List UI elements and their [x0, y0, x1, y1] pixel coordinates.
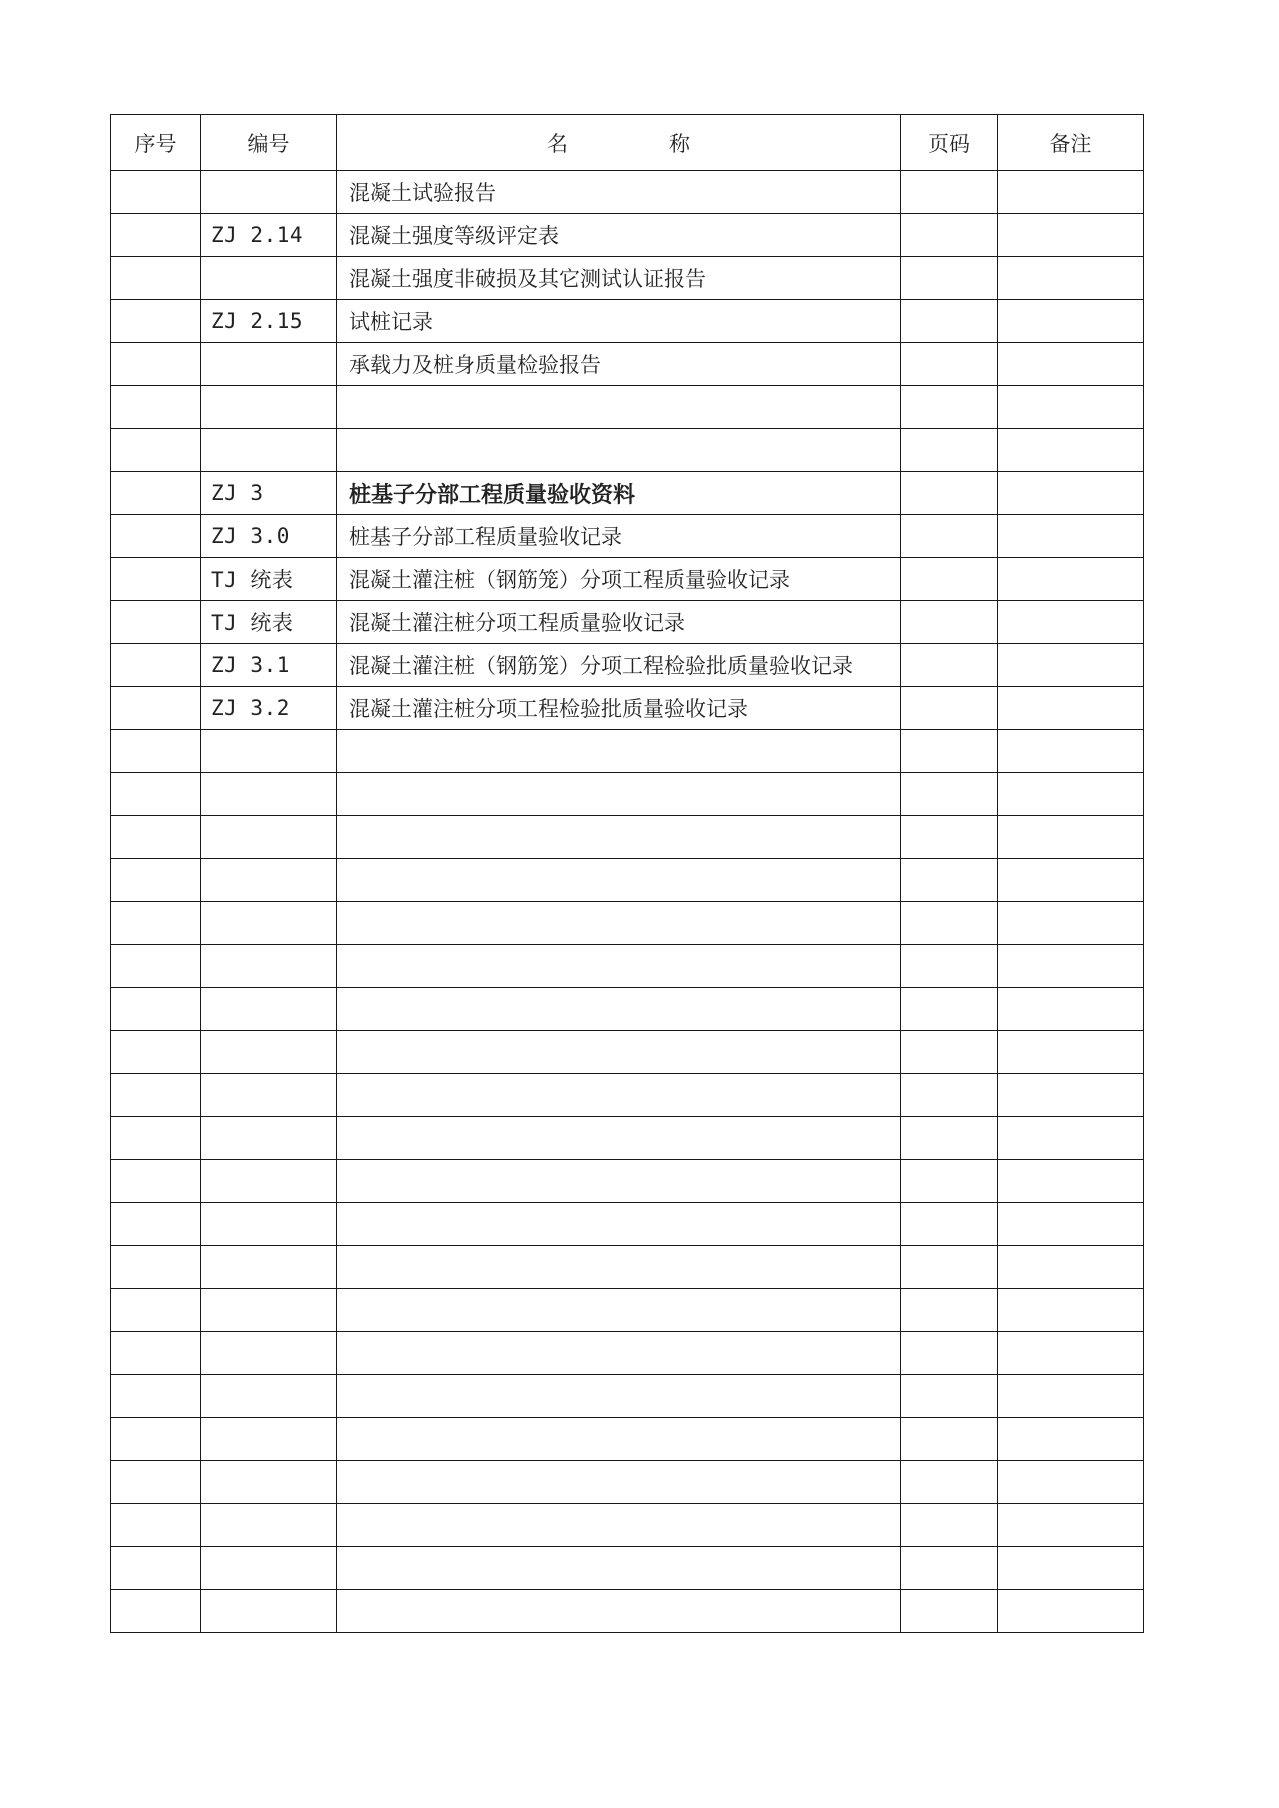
code-cell: ZJ 3.0 [201, 515, 337, 558]
page-cell [901, 730, 998, 773]
note-cell [998, 515, 1144, 558]
note-cell [998, 1547, 1144, 1590]
table-row [111, 300, 1144, 343]
note-cell [998, 859, 1144, 902]
page-cell [901, 773, 998, 816]
code-cell [201, 171, 337, 214]
table-row [111, 1418, 1144, 1461]
name-cell [337, 945, 901, 988]
seq-cell [111, 687, 201, 730]
code-cell [201, 1160, 337, 1203]
note-cell [998, 1289, 1144, 1332]
code-cell [201, 1590, 337, 1633]
seq-cell [111, 1547, 201, 1590]
name-cell [337, 988, 901, 1031]
seq-cell [111, 472, 201, 515]
table-row [111, 1461, 1144, 1504]
seq-cell [111, 1160, 201, 1203]
table-row [111, 601, 1144, 644]
code-cell [201, 1117, 337, 1160]
table-row [111, 945, 1144, 988]
seq-cell [111, 515, 201, 558]
document-page [110, 114, 1143, 1633]
code-cell [201, 1289, 337, 1332]
table-row [111, 558, 1144, 601]
name-cell: 承载力及桩身质量检验报告 [337, 343, 901, 386]
page-cell [901, 515, 998, 558]
page-cell [901, 171, 998, 214]
name-cell [337, 1375, 901, 1418]
page-cell [901, 644, 998, 687]
seq-cell [111, 1332, 201, 1375]
note-cell [998, 644, 1144, 687]
note-cell [998, 171, 1144, 214]
table-row [111, 386, 1144, 429]
page-cell [901, 1504, 998, 1547]
note-cell [998, 601, 1144, 644]
page-cell [901, 1289, 998, 1332]
table-row [111, 1031, 1144, 1074]
code-cell [201, 902, 337, 945]
name-cell: 混凝土试验报告 [337, 171, 901, 214]
note-cell [998, 1160, 1144, 1203]
page-cell [901, 558, 998, 601]
note-cell [998, 214, 1144, 257]
contents-table [110, 114, 1144, 1633]
table-row [111, 773, 1144, 816]
code-cell [201, 730, 337, 773]
code-cell [201, 773, 337, 816]
name-cell [337, 386, 901, 429]
table-row [111, 687, 1144, 730]
name-cell [337, 1332, 901, 1375]
note-cell [998, 1203, 1144, 1246]
header-name-label: 名 称 [547, 131, 730, 156]
note-cell [998, 558, 1144, 601]
page-cell [901, 1031, 998, 1074]
code-cell: TJ 统表 [201, 601, 337, 644]
note-cell [998, 1375, 1144, 1418]
table-row [111, 1547, 1144, 1590]
name-cell [337, 859, 901, 902]
name-cell [337, 1246, 901, 1289]
note-cell [998, 300, 1144, 343]
code-cell: TJ 统表 [201, 558, 337, 601]
code-cell [201, 945, 337, 988]
table-body [111, 171, 1144, 1633]
page-cell [901, 472, 998, 515]
seq-cell [111, 945, 201, 988]
seq-cell [111, 601, 201, 644]
table-row [111, 214, 1144, 257]
note-cell [998, 1504, 1144, 1547]
note-cell [998, 1461, 1144, 1504]
page-cell [901, 1246, 998, 1289]
seq-cell [111, 816, 201, 859]
table-row [111, 1332, 1144, 1375]
name-cell: 混凝土灌注桩（钢筋笼）分项工程质量验收记录 [337, 558, 901, 601]
seq-cell [111, 902, 201, 945]
table-row [111, 343, 1144, 386]
table-row [111, 257, 1144, 300]
header-note: 备注 [998, 115, 1144, 171]
table-row [111, 988, 1144, 1031]
page-cell [901, 687, 998, 730]
note-cell [998, 1117, 1144, 1160]
seq-cell [111, 343, 201, 386]
note-cell [998, 257, 1144, 300]
code-cell [201, 1246, 337, 1289]
name-cell [337, 1418, 901, 1461]
page-cell [901, 1160, 998, 1203]
seq-cell [111, 1203, 201, 1246]
note-cell [998, 1332, 1144, 1375]
page-cell [901, 1590, 998, 1633]
header-seq: 序号 [111, 115, 201, 171]
table-row [111, 1203, 1144, 1246]
note-cell [998, 902, 1144, 945]
note-cell [998, 1418, 1144, 1461]
page-cell [901, 816, 998, 859]
seq-cell [111, 257, 201, 300]
table-row [111, 472, 1144, 515]
note-cell [998, 773, 1144, 816]
note-cell [998, 1246, 1144, 1289]
seq-cell [111, 386, 201, 429]
note-cell [998, 429, 1144, 472]
code-cell [201, 816, 337, 859]
code-cell [201, 1461, 337, 1504]
code-cell [201, 1332, 337, 1375]
code-cell: ZJ 3.2 [201, 687, 337, 730]
code-cell: ZJ 3.1 [201, 644, 337, 687]
page-cell [901, 1375, 998, 1418]
code-cell [201, 1203, 337, 1246]
name-cell [337, 1117, 901, 1160]
header-name [337, 115, 901, 171]
seq-cell [111, 644, 201, 687]
note-cell [998, 472, 1144, 515]
table-row [111, 1504, 1144, 1547]
note-cell [998, 816, 1144, 859]
name-cell [337, 1461, 901, 1504]
page-cell [901, 257, 998, 300]
seq-cell [111, 1461, 201, 1504]
note-cell [998, 730, 1144, 773]
table-row [111, 859, 1144, 902]
name-cell: 混凝土强度等级评定表 [337, 214, 901, 257]
name-cell [337, 1289, 901, 1332]
table-row [111, 816, 1144, 859]
page-cell [901, 859, 998, 902]
code-cell [201, 1375, 337, 1418]
table-row [111, 730, 1144, 773]
seq-cell [111, 429, 201, 472]
page-cell [901, 1461, 998, 1504]
name-cell [337, 1590, 901, 1633]
name-cell [337, 1160, 901, 1203]
seq-cell [111, 859, 201, 902]
name-cell [337, 816, 901, 859]
table-row [111, 902, 1144, 945]
seq-cell [111, 171, 201, 214]
name-cell: 试桩记录 [337, 300, 901, 343]
table-row [111, 1246, 1144, 1289]
code-cell: ZJ 2.15 [201, 300, 337, 343]
table-row [111, 1590, 1144, 1633]
table-row [111, 1117, 1144, 1160]
seq-cell [111, 988, 201, 1031]
table-row [111, 429, 1144, 472]
header-page: 页码 [901, 115, 998, 171]
name-cell [337, 1547, 901, 1590]
name-cell: 混凝土灌注桩分项工程质量验收记录 [337, 601, 901, 644]
page-cell [901, 601, 998, 644]
name-cell [337, 902, 901, 945]
name-cell: 混凝土灌注桩（钢筋笼）分项工程检验批质量验收记录 [337, 644, 901, 687]
code-cell [201, 1418, 337, 1461]
seq-cell [111, 1246, 201, 1289]
note-cell [998, 687, 1144, 730]
name-cell: 混凝土强度非破损及其它测试认证报告 [337, 257, 901, 300]
page-cell [901, 386, 998, 429]
seq-cell [111, 730, 201, 773]
table-row [111, 515, 1144, 558]
page-cell [901, 429, 998, 472]
code-cell [201, 1504, 337, 1547]
table-row [111, 1289, 1144, 1332]
seq-cell [111, 773, 201, 816]
seq-cell [111, 1031, 201, 1074]
seq-cell [111, 1375, 201, 1418]
code-cell [201, 257, 337, 300]
code-cell [201, 859, 337, 902]
seq-cell [111, 1117, 201, 1160]
note-cell [998, 386, 1144, 429]
name-cell [337, 429, 901, 472]
name-cell [337, 1031, 901, 1074]
name-cell [337, 1074, 901, 1117]
page-cell [901, 1332, 998, 1375]
name-cell: 桩基子分部工程质量验收记录 [337, 515, 901, 558]
page-cell [901, 1203, 998, 1246]
table-header-row [111, 115, 1144, 171]
code-cell: ZJ 2.14 [201, 214, 337, 257]
page-cell [901, 1117, 998, 1160]
note-cell [998, 343, 1144, 386]
code-cell [201, 343, 337, 386]
note-cell [998, 945, 1144, 988]
code-cell [201, 988, 337, 1031]
note-cell [998, 1074, 1144, 1117]
table-row [111, 1160, 1144, 1203]
page-cell [901, 945, 998, 988]
page-cell [901, 1547, 998, 1590]
page-cell [901, 1418, 998, 1461]
code-cell [201, 1031, 337, 1074]
table-row [111, 1375, 1144, 1418]
seq-cell [111, 214, 201, 257]
note-cell [998, 1590, 1144, 1633]
seq-cell [111, 1590, 201, 1633]
code-cell: ZJ 3 [201, 472, 337, 515]
page-cell [901, 214, 998, 257]
code-cell [201, 1074, 337, 1117]
page-cell [901, 902, 998, 945]
name-cell [337, 730, 901, 773]
name-cell: 桩基子分部工程质量验收资料 [337, 472, 901, 515]
name-cell [337, 773, 901, 816]
page-cell [901, 343, 998, 386]
seq-cell [111, 1289, 201, 1332]
name-cell: 混凝土灌注桩分项工程检验批质量验收记录 [337, 687, 901, 730]
seq-cell [111, 1504, 201, 1547]
seq-cell [111, 300, 201, 343]
name-cell [337, 1203, 901, 1246]
seq-cell [111, 1418, 201, 1461]
note-cell [998, 1031, 1144, 1074]
name-cell [337, 1504, 901, 1547]
code-cell [201, 1547, 337, 1590]
seq-cell [111, 1074, 201, 1117]
seq-cell [111, 558, 201, 601]
code-cell [201, 429, 337, 472]
page-cell [901, 300, 998, 343]
page-cell [901, 988, 998, 1031]
page-cell [901, 1074, 998, 1117]
header-code: 编号 [201, 115, 337, 171]
table-row [111, 644, 1144, 687]
note-cell [998, 988, 1144, 1031]
table-row [111, 171, 1144, 214]
table-row [111, 1074, 1144, 1117]
code-cell [201, 386, 337, 429]
